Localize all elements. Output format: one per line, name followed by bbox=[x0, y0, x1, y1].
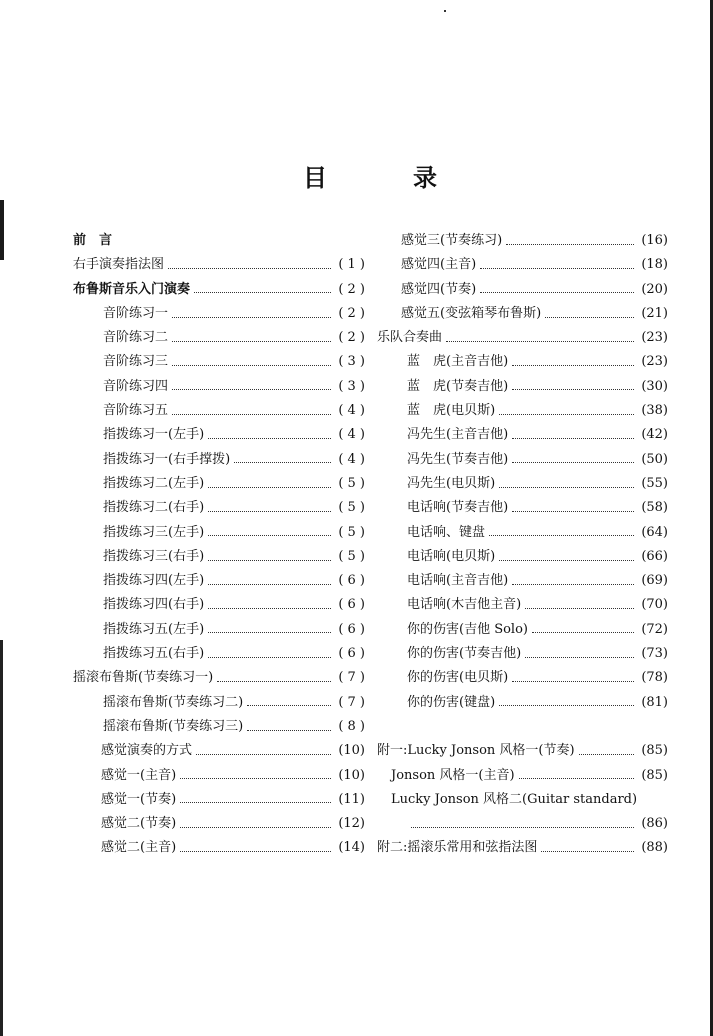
toc-entry-page: ( 5 ) bbox=[338, 500, 365, 516]
toc-entry-page: (18) bbox=[641, 257, 668, 273]
leader-dots bbox=[168, 268, 331, 269]
toc-entry-title: 指拨练习三(左手) bbox=[103, 524, 205, 540]
toc-entry-page: (20) bbox=[641, 281, 668, 297]
toc-entry-page: ( 3 ) bbox=[338, 378, 365, 394]
toc-entry-page: ( 3 ) bbox=[338, 354, 365, 370]
toc-entry-title: 指拨练习二(左手) bbox=[103, 475, 205, 491]
title-char: 录 bbox=[413, 164, 437, 192]
toc-entry-page: (11) bbox=[338, 791, 365, 807]
toc-entry-title: 感觉五(变弦箱琴布鲁斯) bbox=[401, 305, 542, 321]
toc-entry-page: (10) bbox=[338, 743, 365, 759]
toc-entry-title: 电话响(主音吉他) bbox=[407, 573, 509, 589]
toc-entry[interactable] bbox=[73, 229, 365, 253]
toc-entry[interactable] bbox=[73, 836, 365, 860]
toc-entry[interactable] bbox=[377, 812, 668, 836]
leader-dots bbox=[208, 438, 331, 439]
leader-dots bbox=[541, 851, 634, 852]
toc-entry-page: (66) bbox=[641, 548, 668, 564]
toc-entry-title: 电话响(节奏吉他) bbox=[407, 500, 509, 516]
leader-dots bbox=[247, 705, 331, 706]
toc-entry-title: 你的伤害(吉他 Solo) bbox=[407, 621, 528, 637]
leader-dots bbox=[208, 608, 331, 609]
toc-entry-title: 指拨练习三(右手) bbox=[103, 548, 205, 564]
toc-entry-title: 指拨练习一(左手) bbox=[103, 427, 205, 443]
leader-dots bbox=[489, 535, 634, 536]
leader-dots bbox=[208, 584, 331, 585]
toc-entry[interactable] bbox=[73, 350, 365, 374]
toc-entry-page: ( 5 ) bbox=[338, 548, 365, 564]
toc-entry[interactable] bbox=[73, 278, 365, 302]
toc-entry-page: (10) bbox=[338, 767, 365, 783]
toc-entry-title: 你的伤害(节奏吉他) bbox=[407, 646, 522, 662]
leader-dots bbox=[208, 487, 331, 488]
toc-entry-page: (55) bbox=[641, 475, 668, 491]
toc-entry-title: 感觉一(主音) bbox=[101, 767, 177, 783]
leader-dots bbox=[217, 681, 331, 682]
toc-entry[interactable] bbox=[377, 739, 668, 763]
toc-entry-title: 电话响(电贝斯) bbox=[407, 548, 496, 564]
leader-dots bbox=[525, 608, 634, 609]
toc-entry[interactable] bbox=[377, 253, 668, 277]
toc-entry-title: 感觉二(主音) bbox=[101, 840, 177, 856]
toc-entry[interactable] bbox=[377, 399, 668, 423]
toc-entry[interactable] bbox=[73, 423, 365, 447]
toc-entry[interactable] bbox=[377, 448, 668, 472]
leader-dots bbox=[172, 341, 331, 342]
toc-entry-title: 前 言 bbox=[73, 233, 113, 248]
toc-entry-page: (86) bbox=[641, 816, 668, 832]
toc-entry-title: 指拨练习一(右手撑拨) bbox=[103, 451, 231, 467]
toc-entry[interactable] bbox=[73, 448, 365, 472]
toc-entry-title: 蓝 虎(电贝斯) bbox=[407, 403, 496, 419]
toc-entry-title: 摇滚布鲁斯(节奏练习一) bbox=[73, 670, 214, 686]
toc-entry-title: 音阶练习三 bbox=[103, 354, 169, 370]
toc-entry[interactable] bbox=[377, 350, 668, 374]
toc-entry-title: 电话响、键盘 bbox=[407, 524, 486, 540]
leader-dots bbox=[172, 365, 331, 366]
leader-dots bbox=[480, 292, 634, 293]
toc-entry[interactable] bbox=[73, 812, 365, 836]
toc-entry-title: 附一:Lucky Jonson 风格一(节奏) bbox=[377, 743, 575, 759]
toc-entry[interactable] bbox=[73, 253, 365, 277]
leader-dots bbox=[180, 851, 331, 852]
toc-entry-page: (58) bbox=[641, 500, 668, 516]
toc-entry-page: (69) bbox=[641, 573, 668, 589]
toc-entry-title: 布鲁斯音乐入门演奏 bbox=[73, 281, 191, 297]
toc-entry-page: (72) bbox=[641, 621, 668, 637]
toc-entry-title: 摇滚布鲁斯(节奏练习二) bbox=[103, 694, 244, 710]
toc-entry[interactable] bbox=[73, 496, 365, 520]
leader-dots bbox=[411, 827, 634, 828]
toc-entry[interactable] bbox=[377, 569, 668, 593]
leader-dots bbox=[172, 389, 331, 390]
leader-dots bbox=[208, 657, 331, 658]
toc-entry-page: (64) bbox=[641, 524, 668, 540]
toc-entry[interactable] bbox=[377, 788, 668, 812]
toc-entry-title: 音阶练习二 bbox=[103, 330, 169, 346]
toc-entry-page: (88) bbox=[641, 840, 668, 856]
toc-entry-page: (78) bbox=[641, 670, 668, 686]
leader-dots bbox=[208, 511, 331, 512]
toc-entry[interactable] bbox=[73, 399, 365, 423]
toc-entry-title: 冯先生(节奏吉他) bbox=[407, 451, 509, 467]
toc-entry[interactable] bbox=[73, 302, 365, 326]
toc-entry-page: (30) bbox=[641, 378, 668, 394]
leader-dots bbox=[512, 462, 634, 463]
toc-entry-title: Lucky Jonson 风格二(Guitar standard) bbox=[391, 791, 638, 807]
toc-entry[interactable] bbox=[377, 618, 668, 642]
toc-entry[interactable] bbox=[73, 642, 365, 666]
leader-dots bbox=[512, 389, 634, 390]
toc-entry-page: ( 4 ) bbox=[338, 403, 365, 419]
leader-dots bbox=[525, 657, 634, 658]
toc-entry-title: 右手演奏指法图 bbox=[73, 257, 165, 273]
scan-edge bbox=[0, 640, 3, 1036]
toc-entry[interactable] bbox=[73, 375, 365, 399]
toc-entry[interactable] bbox=[73, 691, 365, 715]
toc-entry-title: 音阶练习四 bbox=[103, 378, 169, 394]
toc-entry-title: 电话响(木吉他主音) bbox=[407, 597, 522, 613]
toc-entry[interactable] bbox=[73, 618, 365, 642]
toc-entry[interactable] bbox=[377, 545, 668, 569]
leader-dots bbox=[208, 535, 331, 536]
leader-dots bbox=[194, 292, 331, 293]
toc-left-column bbox=[73, 229, 365, 861]
toc-entry[interactable] bbox=[377, 278, 668, 302]
leader-dots bbox=[499, 487, 634, 488]
toc-entry[interactable] bbox=[377, 326, 668, 350]
toc-entry[interactable] bbox=[377, 496, 668, 520]
toc-entry[interactable] bbox=[377, 836, 668, 860]
toc-entry-page: ( 1 ) bbox=[338, 257, 365, 273]
toc-entry-title: 附二:摇滚乐常用和弦指法图 bbox=[377, 840, 538, 856]
leader-dots bbox=[234, 462, 331, 463]
toc-entry-page: ( 5 ) bbox=[338, 524, 365, 540]
leader-dots bbox=[512, 511, 634, 512]
toc-entry-page: ( 6 ) bbox=[338, 621, 365, 637]
leader-dots bbox=[180, 778, 331, 779]
toc-entry[interactable] bbox=[377, 423, 668, 447]
toc-entry-page: ( 2 ) bbox=[338, 330, 365, 346]
toc-entry-title: 感觉演奏的方式 bbox=[101, 743, 193, 759]
toc-entry-page: (81) bbox=[641, 694, 668, 710]
leader-dots bbox=[208, 560, 331, 561]
leader-dots bbox=[180, 802, 331, 803]
toc-entry-title: 冯先生(主音吉他) bbox=[407, 427, 509, 443]
toc-entry-page: ( 6 ) bbox=[338, 646, 365, 662]
leader-dots bbox=[579, 754, 634, 755]
toc-entry-page: (23) bbox=[641, 330, 668, 346]
leader-dots bbox=[512, 438, 634, 439]
toc-entry-page: (70) bbox=[641, 597, 668, 613]
toc-entry-page: ( 2 ) bbox=[338, 305, 365, 321]
toc-entry[interactable] bbox=[73, 593, 365, 617]
toc-entry-title: 感觉四(主音) bbox=[401, 257, 477, 273]
leader-dots bbox=[499, 560, 634, 561]
toc-entry-page: (42) bbox=[641, 427, 668, 443]
toc-entry[interactable] bbox=[377, 302, 668, 326]
toc-entry-page: (73) bbox=[641, 646, 668, 662]
toc-entry[interactable] bbox=[377, 715, 668, 739]
toc-entry[interactable] bbox=[73, 521, 365, 545]
leader-dots bbox=[512, 365, 634, 366]
toc-entry[interactable] bbox=[377, 593, 668, 617]
leader-dots bbox=[519, 778, 634, 779]
leader-dots bbox=[480, 268, 634, 269]
toc-entry-title: 音阶练习一 bbox=[103, 305, 169, 321]
toc-entry-page: ( 6 ) bbox=[338, 573, 365, 589]
toc-entry-page: ( 2 ) bbox=[338, 281, 365, 297]
toc-entry[interactable] bbox=[377, 691, 668, 715]
toc-entry-title: 你的伤害(键盘) bbox=[407, 694, 496, 710]
toc-entry-page: ( 4 ) bbox=[338, 451, 365, 467]
toc-entry-title: 冯先生(电贝斯) bbox=[407, 475, 496, 491]
leader-dots bbox=[512, 584, 634, 585]
toc-entry-title: 摇滚布鲁斯(节奏练习三) bbox=[103, 718, 244, 734]
toc-entry[interactable] bbox=[377, 642, 668, 666]
toc-entry-title: 指拨练习二(右手) bbox=[103, 500, 205, 516]
leader-dots bbox=[180, 827, 331, 828]
toc-entry-title: 乐队合奏曲 bbox=[377, 330, 443, 346]
toc-entry-page: (85) bbox=[641, 743, 668, 759]
toc-entry[interactable] bbox=[73, 788, 365, 812]
toc-entry-page: ( 5 ) bbox=[338, 475, 365, 491]
toc-entry-title: 指拨练习四(左手) bbox=[103, 573, 205, 589]
toc-entry-page: ( 8 ) bbox=[338, 718, 365, 734]
toc-entry-page: (12) bbox=[338, 816, 365, 832]
toc-entry-title: Jonson 风格一(主音) bbox=[391, 767, 515, 783]
leader-dots bbox=[532, 632, 634, 633]
leader-dots bbox=[247, 730, 331, 731]
toc-entry[interactable] bbox=[377, 375, 668, 399]
toc-entry[interactable] bbox=[73, 545, 365, 569]
toc-right-column bbox=[377, 229, 668, 861]
title-char: 目 bbox=[303, 164, 327, 192]
toc-entry[interactable] bbox=[73, 569, 365, 593]
toc-entry[interactable] bbox=[73, 715, 365, 739]
toc-entry-title: 感觉四(节奏) bbox=[401, 281, 477, 297]
toc-entry-title: 指拨练习五(左手) bbox=[103, 621, 205, 637]
toc-entry-title: 感觉三(节奏练习) bbox=[401, 233, 503, 248]
toc-entry-page: (23) bbox=[641, 354, 668, 370]
toc-entry-page: ( 7 ) bbox=[338, 694, 365, 710]
toc-entry[interactable] bbox=[377, 229, 668, 253]
toc-entry-page: ( 6 ) bbox=[338, 597, 365, 613]
leader-dots bbox=[196, 754, 331, 755]
leader-dots bbox=[499, 414, 634, 415]
toc-entry-page: (21) bbox=[641, 305, 668, 321]
toc-entry[interactable] bbox=[377, 472, 668, 496]
toc-entry-page: (16) bbox=[641, 233, 668, 248]
toc-entry[interactable] bbox=[73, 739, 365, 763]
toc-entry[interactable] bbox=[377, 764, 668, 788]
toc-entry[interactable] bbox=[377, 666, 668, 690]
toc-entry-page: (14) bbox=[338, 840, 365, 856]
toc-entry-page: (85) bbox=[641, 767, 668, 783]
toc-entry-title: 指拨练习四(右手) bbox=[103, 597, 205, 613]
toc-entry-page: ( 4 ) bbox=[338, 427, 365, 443]
leader-dots bbox=[499, 705, 634, 706]
toc-entry-page: (50) bbox=[641, 451, 668, 467]
toc-entry-page: ( 7 ) bbox=[338, 670, 365, 686]
toc-entry-title: 蓝 虎(节奏吉他) bbox=[407, 378, 509, 394]
toc-entry[interactable] bbox=[73, 666, 365, 690]
toc-entry-title: 你的伤害(电贝斯) bbox=[407, 670, 509, 686]
toc-entry-title: 音阶练习五 bbox=[103, 403, 169, 419]
toc-entry[interactable] bbox=[73, 326, 365, 350]
toc-entry-title: 蓝 虎(主音吉他) bbox=[407, 354, 509, 370]
leader-dots bbox=[512, 681, 634, 682]
toc-entry[interactable] bbox=[73, 472, 365, 496]
toc-entry-title: 感觉一(节奏) bbox=[101, 791, 177, 807]
leader-dots bbox=[506, 244, 634, 245]
leader-dots bbox=[172, 414, 331, 415]
toc-entry[interactable] bbox=[377, 521, 668, 545]
leader-dots bbox=[446, 341, 634, 342]
toc-entry[interactable] bbox=[73, 764, 365, 788]
leader-dots bbox=[172, 317, 331, 318]
scan-speck bbox=[444, 10, 446, 12]
leader-dots bbox=[545, 317, 634, 318]
scan-edge bbox=[0, 200, 4, 260]
toc-entry-title: 感觉二(节奏) bbox=[101, 816, 177, 832]
toc-entry-title: 指拨练习五(右手) bbox=[103, 646, 205, 662]
leader-dots bbox=[208, 632, 331, 633]
toc-entry-page: (38) bbox=[641, 403, 668, 419]
